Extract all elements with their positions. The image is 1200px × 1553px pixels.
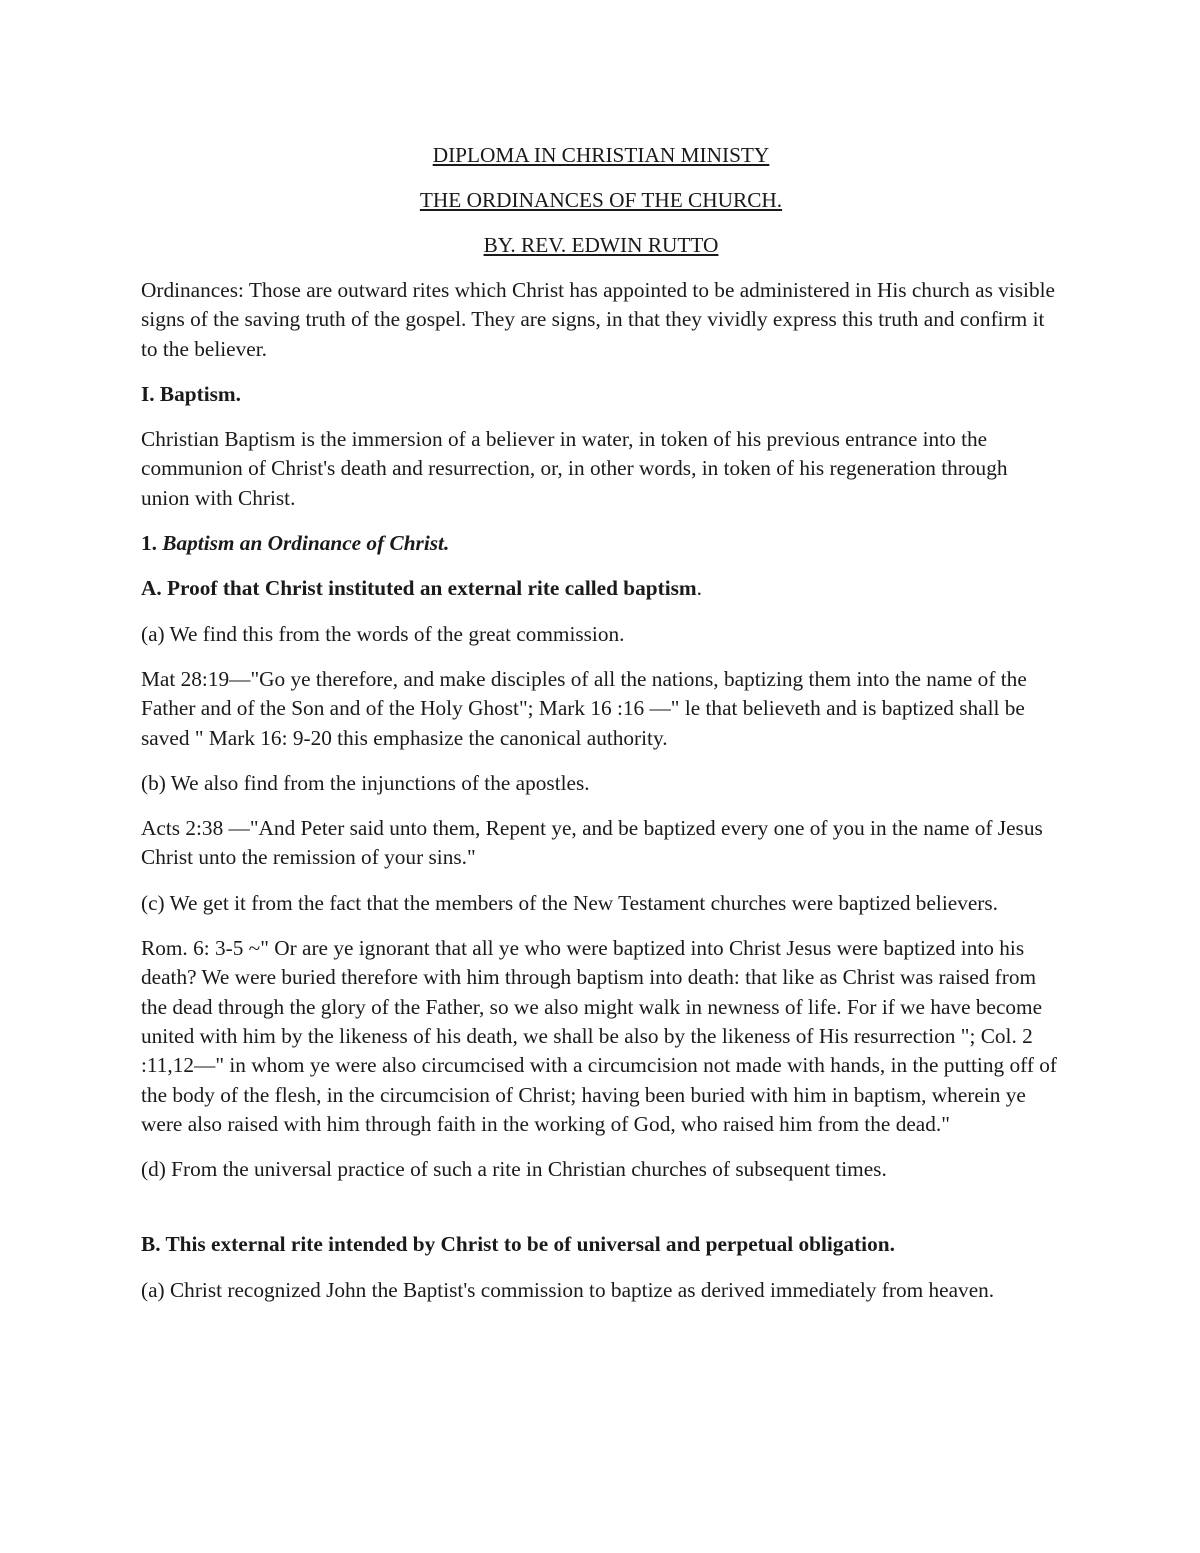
document-subtitle: THE ORDINANCES OF THE CHURCH. [419,188,783,212]
point-c: (c) We get it from the fact that the members of the New Testament churches were baptized believers. [141,890,999,915]
document-title: DIPLOMA IN CHRISTIAN MINISTY [432,143,770,167]
document-page [141,140,1061,1321]
intro-paragraph: Ordinances: Those are outward rites which Christ has appointed to be administered in His church as visible signs of the saving truth of the gospel. They are signs, in that they vividly express this truth and confirm it to the believer. [141,278,1055,361]
section-heading-baptism: I. Baptism. [141,381,241,406]
subsection-title: Baptism an Ordinance of Christ. [162,531,450,556]
part-b-heading: B. This external rite intended by Christ to be of universal and perpetual obligation. [141,1232,895,1257]
scripture-c: Rom. 6: 3-5 ~" Or are ye ignorant that all ye who were baptized into Christ Jesus were baptized into his death? We were buried therefore with him through baptism into death: that like as Christ was raised from the dead through the glory of the Father, so we also might walk in newness of life. For if we have become united with him by the likeness of his death, we shall be also by the likeness of His resurrection "; Col. 2 :11,12—" in whom ye were also circumcised with a circumcision not made with hands, in the putting off of the body of the flesh, in the circumcision of Christ; having been buried with him in baptism, wherein ye were also raised with him through faith in the working of God, who raised him from the dead." [141,936,1057,1136]
subsection-number: 1. [141,531,163,556]
baptism-definition-paragraph: Christian Baptism is the immersion of a believer in water, in token of his previous entrance into the communion of Christ's death and resurrection, or, in other words, in token of his regeneration through union with Christ. [141,427,1008,510]
scripture-a: Mat 28:19—"Go ye therefore, and make disciples of all the nations, baptizing them into the name of the Father and of the Son and of the Holy Ghost"; Mark 16 :16 —" le that believeth and is baptized shall be saved " Mark 16: 9-20 this emphasize the canonical authority. [141,666,1027,750]
point-d: (d) From the universal practice of such a rite in Christian churches of subsequent times. [141,1157,887,1182]
scripture-b: Acts 2:38 —"And Peter said unto them, Repent ye, and be baptized every one of you in the name of Jesus Christ unto the remission of your sins." [141,816,1043,870]
part-a-heading-period: . [696,576,702,601]
document-author: BY. REV. EDWIN RUTTO [483,233,719,257]
part-b-point-a: (a) Christ recognized John the Baptist's commission to baptize as derived immediately from heaven. [141,1277,995,1302]
part-a-heading [141,574,1061,603]
point-b: (b) We also find from the injunctions of the apostles. [141,770,590,795]
subsection-heading-ordinance [141,529,1061,558]
point-a: (a) We find this from the words of the great commission. [141,621,625,646]
part-a-heading-text: A. Proof that Christ instituted an external rite called baptism [141,576,697,601]
blank-line [141,1200,1061,1230]
